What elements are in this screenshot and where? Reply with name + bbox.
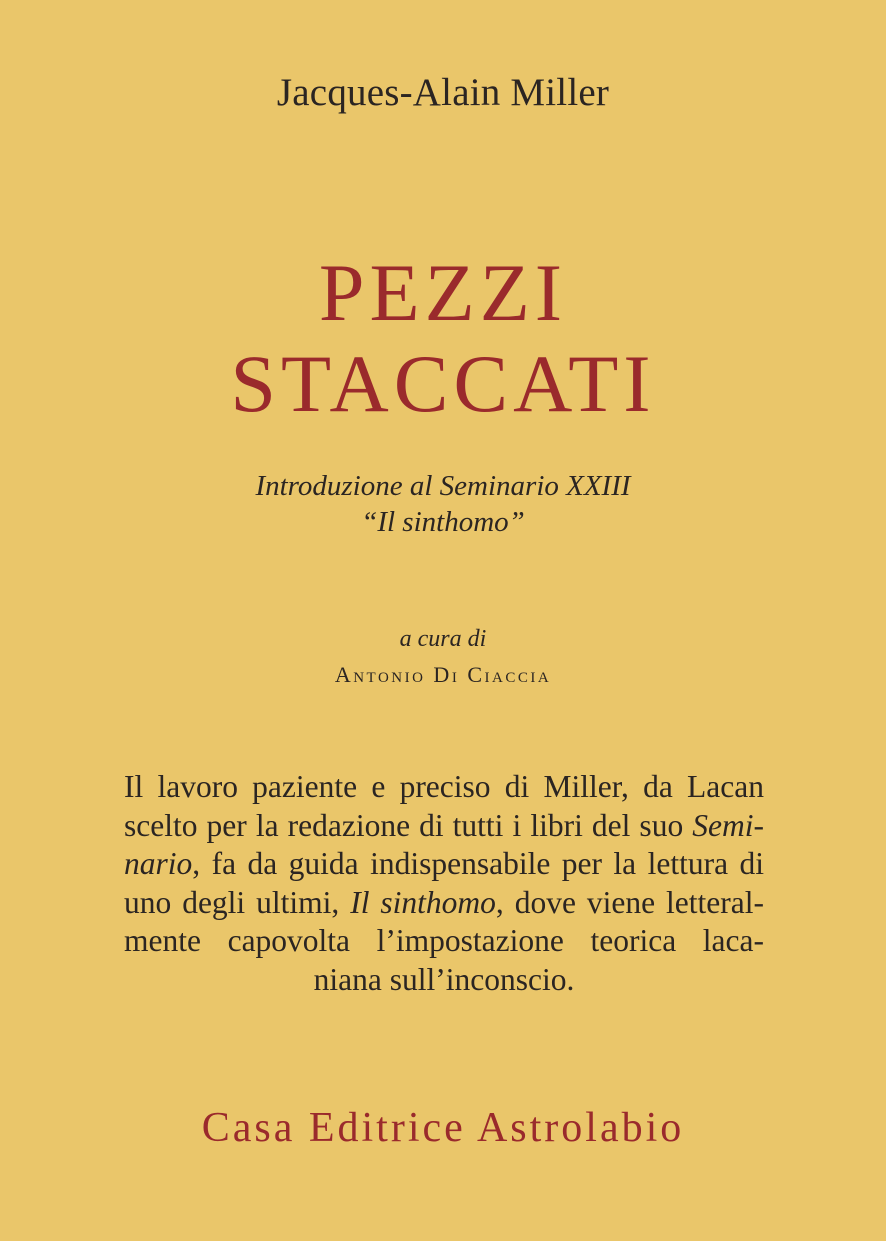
blurb-italic-text: nario (124, 846, 193, 881)
blurb-line (124, 768, 764, 807)
curator-name: Antonio Di Ciaccia (334, 662, 552, 687)
blurb-text: mente capovolta l’impostazione teorica laca- (124, 923, 764, 958)
blurb-text: Il lavoro paziente e preciso di Miller, da Lacan (124, 769, 764, 804)
blurb-italic-text: Il sinthomo (350, 884, 496, 920)
publisher-name: Casa Editrice Astrolabio (201, 1105, 685, 1151)
blurb-text: uno degli ultimi, (124, 884, 351, 920)
blurb-line (124, 961, 764, 1000)
blurb-text: niana sull’inconscio. (313, 961, 575, 997)
blurb-paragraph (124, 768, 764, 999)
blurb-line (124, 922, 764, 961)
author-name: Jacques-Alain Miller (276, 71, 610, 114)
book-title-line-1: PEZZI (318, 247, 568, 338)
subtitle-line-2: “Il sinthomo” (361, 506, 525, 538)
subtitle-line-1: Introduzione al Seminario XXIII (255, 470, 631, 502)
blurb-italic-text: Semi- (692, 807, 764, 843)
blurb-line (124, 845, 764, 884)
blurb-text: scelto per la redazione di tutti i libri del suo (124, 807, 693, 843)
blurb-text: , dove viene letteral- (495, 884, 764, 920)
curator-label: a cura di (399, 626, 487, 652)
blurb-line (124, 807, 764, 846)
blurb-text: , fa da guida indispensabile per la lettura di (192, 846, 764, 881)
blurb-line (124, 884, 764, 923)
book-title-line-2: STACCATI (230, 338, 656, 429)
